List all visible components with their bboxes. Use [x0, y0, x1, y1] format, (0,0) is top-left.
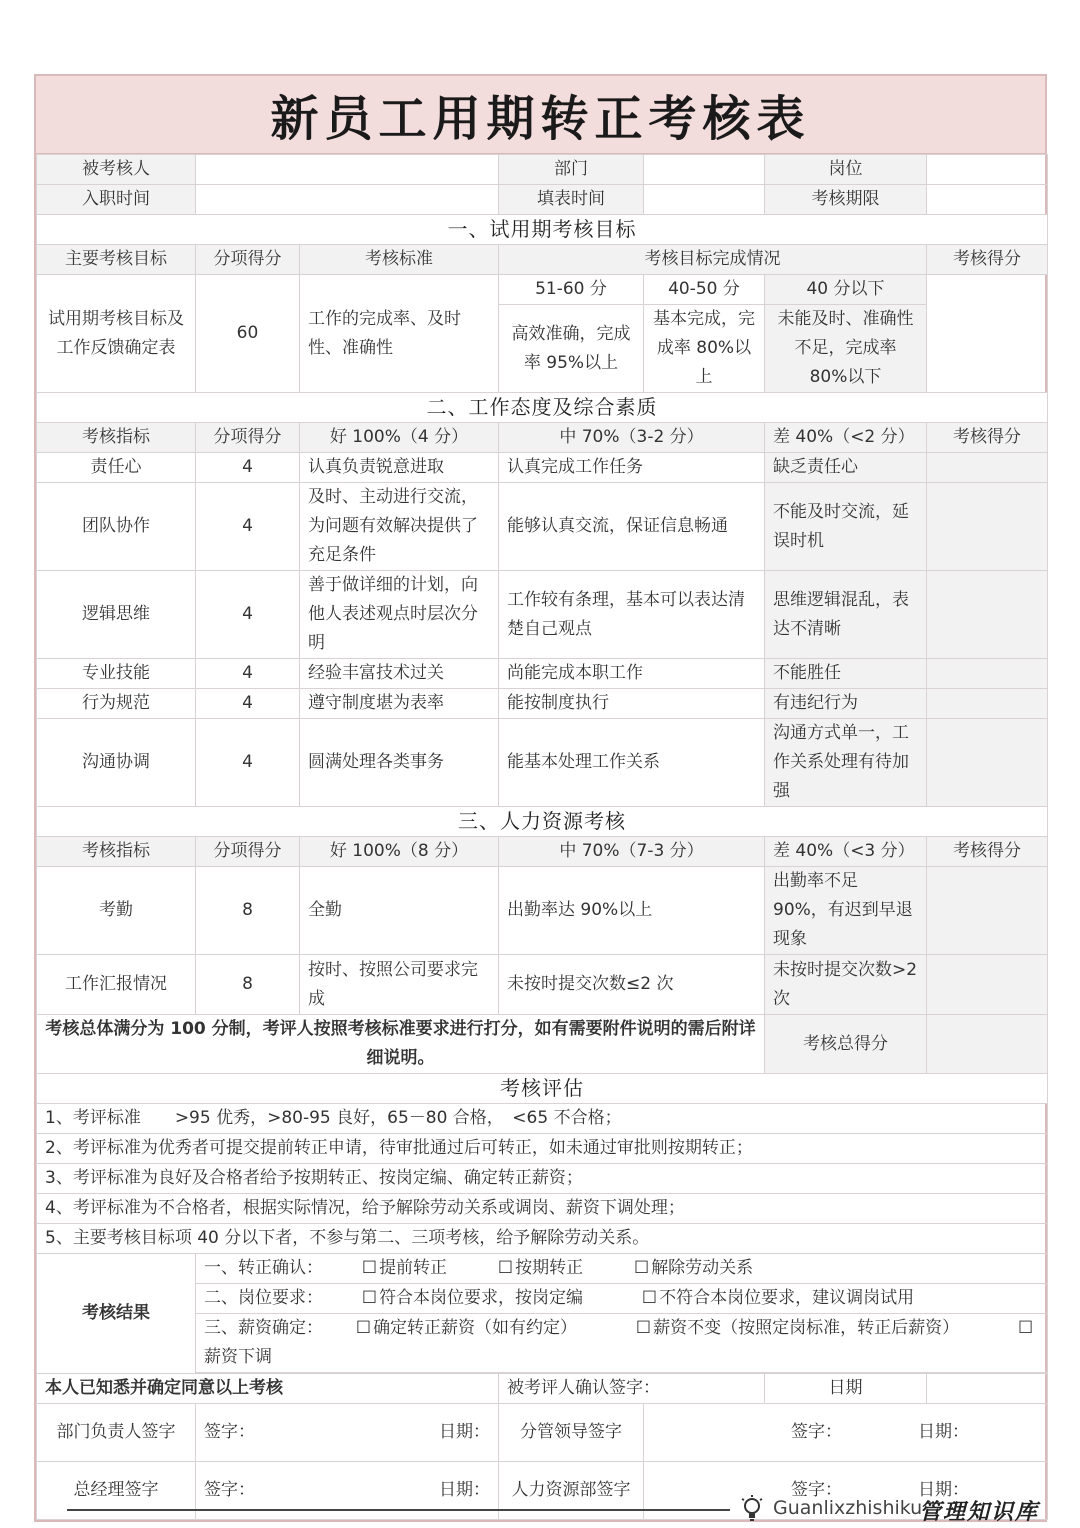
- s2-score: 4: [196, 719, 300, 807]
- s2-good: 遵守制度堪为表率: [300, 689, 499, 719]
- option-not-meets-requirement: 不符合本岗位要求，建议调岗试用: [659, 1288, 915, 1308]
- result-row-position: [196, 1284, 1048, 1314]
- label-position: 岗位: [765, 155, 927, 185]
- s3-good: 全勤: [300, 867, 499, 955]
- examinee-field[interactable]: [196, 155, 499, 185]
- leader-label: 分管领导签字: [499, 1404, 644, 1462]
- examinee-sign-label: 被考评人确认签字：: [499, 1374, 765, 1404]
- s1-header-result: 考核得分: [927, 245, 1048, 275]
- table-row: [37, 571, 1048, 659]
- s1-c3: 未能及时、准确性不足，完成率 80%以下: [765, 305, 927, 393]
- s2-score: 4: [196, 571, 300, 659]
- s3-header-indicator: 考核指标: [37, 837, 196, 867]
- s2-name: 专业技能: [37, 659, 196, 689]
- evaluation-item: 3、考评标准为良好及合格者给予按期转正、按岗定编、确定转正薪资；: [37, 1164, 1048, 1194]
- checkbox-icon[interactable]: ☐: [1017, 1318, 1034, 1338]
- form-title: 新员工用期转正考核表: [36, 76, 1045, 154]
- table-row: [37, 453, 1048, 483]
- option-salary-down: 薪资下调: [204, 1347, 272, 1367]
- evaluation-item: 2、考评标准为优秀者可提交提前转正申请，待审批通过后可转正，如未通过审批则按期转正；: [37, 1134, 1048, 1164]
- s2-bad: 沟通方式单一，工作关系处理有待加强: [765, 719, 927, 807]
- s1-standard: 工作的完成率、及时性、准确性: [300, 275, 499, 393]
- sign-label: 签字：: [204, 1422, 255, 1442]
- section1-title: 一、试用期考核目标: [37, 215, 1048, 245]
- date-colon-label: 日期：: [918, 1480, 969, 1500]
- section3-title: 三、人力资源考核: [37, 807, 1048, 837]
- s2-result-field[interactable]: [927, 659, 1048, 689]
- s2-result-field[interactable]: [927, 571, 1048, 659]
- footer-brand-cn: 管理知识库: [919, 1499, 1040, 1525]
- s3-bad: 未按时提交次数>2 次: [765, 955, 927, 1015]
- footer-divider: [67, 1509, 730, 1511]
- table-row: [37, 719, 1048, 807]
- period-field[interactable]: [927, 185, 1048, 215]
- label-entry-date: 入职时间: [37, 185, 196, 215]
- option-confirm-salary: 确定转正薪资（如有约定）: [373, 1318, 578, 1338]
- sign-label: 签字：: [204, 1480, 255, 1500]
- checkbox-icon[interactable]: ☐: [635, 1318, 652, 1338]
- checkbox-icon[interactable]: ☐: [355, 1318, 372, 1338]
- s1-header-completion: 考核目标完成情况: [499, 245, 927, 275]
- s3-score: 8: [196, 867, 300, 955]
- s3-note: 考核总体满分为 100 分制，考评人按照考核标准要求进行打分，如有需要附件说明的需后附详细说明。: [37, 1015, 765, 1074]
- s2-score: 4: [196, 689, 300, 719]
- option-meets-requirement: 符合本岗位要求，按岗定编: [379, 1288, 584, 1308]
- s2-bad: 思维逻辑混乱，表达不清晰: [765, 571, 927, 659]
- s2-result-field[interactable]: [927, 689, 1048, 719]
- label-department: 部门: [499, 155, 644, 185]
- entry-date-field[interactable]: [196, 185, 499, 215]
- checkbox-icon[interactable]: ☐: [633, 1258, 650, 1278]
- s3-mid: 未按时提交次数≤2 次: [499, 955, 765, 1015]
- result-row-salary: [196, 1314, 1048, 1373]
- s3-mid: 出勤率达 90%以上: [499, 867, 765, 955]
- s1-header-target: 主要考核目标: [37, 245, 196, 275]
- s3-header-good: 好 100%（8 分）: [300, 837, 499, 867]
- s3-name: 工作汇报情况: [37, 955, 196, 1015]
- s1-sub-51-60: 51-60 分: [499, 275, 644, 305]
- s2-mid: 工作较有条理，基本可以表达清楚自己观点: [499, 571, 765, 659]
- s3-header-bad: 差 40%（<3 分）: [765, 837, 927, 867]
- s2-score: 4: [196, 483, 300, 571]
- s3-good: 按时、按照公司要求完成: [300, 955, 499, 1015]
- table-row: [37, 955, 1048, 1015]
- s2-header-bad: 差 40%（<2 分）: [765, 423, 927, 453]
- date-colon-label: 日期：: [918, 1422, 969, 1442]
- date-label: 日期: [765, 1374, 927, 1404]
- s2-good: 善于做详细的计划，向他人表述观点时层次分明: [300, 571, 499, 659]
- s1-target: 试用期考核目标及工作反馈确定表: [37, 275, 196, 393]
- s1-sub-below-40: 40 分以下: [765, 275, 927, 305]
- s2-result-field[interactable]: [927, 453, 1048, 483]
- s2-bad: 不能及时交流，延误时机: [765, 483, 927, 571]
- department-field[interactable]: [644, 155, 765, 185]
- s1-score: 60: [196, 275, 300, 393]
- s1-header-standard: 考核标准: [300, 245, 499, 275]
- s2-mid: 能够认真交流，保证信息畅通: [499, 483, 765, 571]
- checkbox-icon[interactable]: ☐: [361, 1258, 378, 1278]
- s2-mid: 能基本处理工作关系: [499, 719, 765, 807]
- s1-result-field[interactable]: [927, 275, 1048, 393]
- date-colon-label: 日期：: [439, 1480, 490, 1500]
- footer-brand: Guanlixzhishiku: [773, 1497, 923, 1519]
- option-early: 提前转正: [379, 1258, 448, 1278]
- s3-header-mid: 中 70%（7-3 分）: [499, 837, 765, 867]
- s2-bad: 缺乏责任心: [765, 453, 927, 483]
- position-field[interactable]: [927, 155, 1048, 185]
- s3-result-field[interactable]: [927, 867, 1048, 955]
- s2-good: 圆满处理各类事务: [300, 719, 499, 807]
- table-row: [37, 867, 1048, 955]
- hr-label: 人力资源部签字: [499, 1462, 644, 1520]
- result-r2-label: 二、岗位要求：: [204, 1288, 323, 1308]
- s1-c1: 高效准确，完成率 95%以上: [499, 305, 644, 393]
- s2-bad: 有违纪行为: [765, 689, 927, 719]
- s2-mid: 尚能完成本职工作: [499, 659, 765, 689]
- checkbox-icon[interactable]: ☐: [361, 1288, 378, 1308]
- result-r3-label: 三、薪资确定：: [204, 1318, 323, 1338]
- s3-header-result: 考核得分: [927, 837, 1048, 867]
- footer: [67, 1494, 1047, 1524]
- s2-bad: 不能胜任: [765, 659, 927, 689]
- evaluation-item: 1、考评标准 >95 优秀，>80-95 良好，65－80 合格， <65 不合格；: [37, 1104, 1048, 1134]
- s2-name: 沟通协调: [37, 719, 196, 807]
- fill-date-field[interactable]: [644, 185, 765, 215]
- s2-result-field[interactable]: [927, 719, 1048, 807]
- s2-header-mid: 中 70%（3-2 分）: [499, 423, 765, 453]
- table-row: [37, 689, 1048, 719]
- table-row: [37, 659, 1048, 689]
- label-period: 考核期限: [765, 185, 927, 215]
- option-on-time: 按期转正: [515, 1258, 584, 1278]
- checkbox-icon[interactable]: ☐: [641, 1288, 658, 1308]
- table-row: [37, 483, 1048, 571]
- s2-name: 逻辑思维: [37, 571, 196, 659]
- option-salary-unchanged: 薪资不变（按照定岗标准，转正后薪资）: [653, 1318, 960, 1338]
- s3-bad: 出勤率不足 90%，有迟到早退现象: [765, 867, 927, 955]
- option-terminate: 解除劳动关系: [651, 1258, 754, 1278]
- result-label: 考核结果: [37, 1254, 196, 1374]
- form-table: [36, 154, 1048, 1520]
- evaluation-title: 考核评估: [37, 1074, 1048, 1104]
- s2-score: 4: [196, 659, 300, 689]
- s1-sub-40-50: 40-50 分: [644, 275, 765, 305]
- s2-header-good: 好 100%（4 分）: [300, 423, 499, 453]
- s2-score: 4: [196, 453, 300, 483]
- result-row-confirm: [196, 1254, 1048, 1284]
- label-examinee: 被考核人: [37, 155, 196, 185]
- s1-c2: 基本完成，完成率 80%以上: [644, 305, 765, 393]
- section2-title: 二、工作态度及综合素质: [37, 393, 1048, 423]
- leader-sign-field[interactable]: [644, 1404, 1048, 1462]
- s2-good: 经验丰富技术过关: [300, 659, 499, 689]
- appraisal-form: [34, 74, 1047, 1522]
- s3-header-score: 分项得分: [196, 837, 300, 867]
- s3-name: 考勤: [37, 867, 196, 955]
- s3-total-label: 考核总得分: [765, 1015, 927, 1074]
- acknowledge-text: 本人已知悉并确定同意以上考核: [37, 1374, 499, 1404]
- s3-score: 8: [196, 955, 300, 1015]
- dept-head-label: 部门负责人签字: [37, 1404, 196, 1462]
- s3-result-field[interactable]: [927, 955, 1048, 1015]
- s1-header-score: 分项得分: [196, 245, 300, 275]
- s2-mid: 能按制度执行: [499, 689, 765, 719]
- s2-name: 行为规范: [37, 689, 196, 719]
- s2-name: 团队协作: [37, 483, 196, 571]
- s2-name: 责任心: [37, 453, 196, 483]
- s2-header-indicator: 考核指标: [37, 423, 196, 453]
- date-field[interactable]: [927, 1374, 1048, 1404]
- evaluation-item: 4、考评标准为不合格者，根据实际情况，给予解除劳动关系或调岗、薪资下调处理；: [37, 1194, 1048, 1224]
- evaluation-item: 5、主要考核目标项 40 分以下者，不参与第二、三项考核，给予解除劳动关系。: [37, 1224, 1048, 1254]
- label-fill-date: 填表时间: [499, 185, 644, 215]
- s2-header-result: 考核得分: [927, 423, 1048, 453]
- gm-label: 总经理签字: [37, 1462, 196, 1520]
- s2-mid: 认真完成工作任务: [499, 453, 765, 483]
- sign-label: 签字：: [791, 1480, 842, 1500]
- lightbulb-icon: [739, 1494, 765, 1524]
- sign-label: 签字：: [791, 1422, 842, 1442]
- s2-good: 认真负责锐意进取: [300, 453, 499, 483]
- s2-good: 及时、主动进行交流，为问题有效解决提供了充足条件: [300, 483, 499, 571]
- dept-head-sign-field[interactable]: [196, 1404, 499, 1462]
- s3-total-field[interactable]: [927, 1015, 1048, 1074]
- s2-header-score: 分项得分: [196, 423, 300, 453]
- date-colon-label: 日期：: [439, 1422, 490, 1442]
- checkbox-icon[interactable]: ☐: [497, 1258, 514, 1278]
- s2-result-field[interactable]: [927, 483, 1048, 571]
- result-r1-label: 一、转正确认：: [204, 1258, 323, 1278]
